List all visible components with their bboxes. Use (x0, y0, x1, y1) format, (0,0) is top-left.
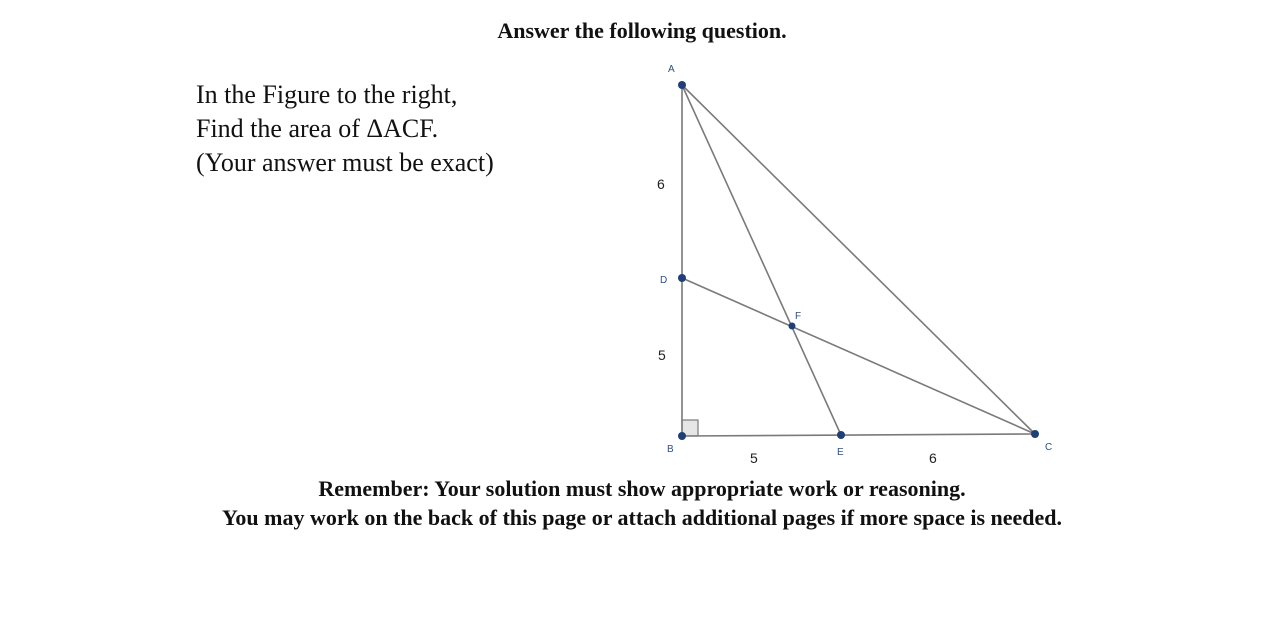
length-db: 5 (658, 347, 666, 363)
footer-reminder: Remember: Your solution must show appropriate work or reasoning. (318, 476, 966, 501)
segment-dc (682, 278, 1035, 434)
label-d: D (660, 275, 668, 286)
label-a: A (668, 64, 675, 75)
label-f: F (795, 311, 802, 322)
length-ec: 6 (929, 450, 937, 466)
point-c (1031, 430, 1039, 438)
point-f (789, 323, 796, 330)
length-be: 5 (750, 450, 758, 466)
point-a (678, 81, 686, 89)
label-b: B (667, 444, 674, 455)
question-line-3: (Your answer must be exact) (196, 148, 494, 177)
footer-instructions: You may work on the back of this page or attach additional pages if more space is needed. (221, 505, 1063, 530)
label-c: C (1045, 442, 1053, 453)
segment-ac (682, 85, 1035, 434)
question-line-1: In the Figure to the right, (196, 80, 458, 109)
point-e (837, 431, 845, 439)
question-line-2: Find the area of ΔACF. (196, 114, 439, 143)
point-d (678, 274, 686, 282)
label-e: E (837, 447, 844, 458)
segment-ae (682, 85, 841, 435)
point-b (678, 432, 686, 440)
page-heading: Answer the following question. (497, 18, 787, 43)
length-ad: 6 (657, 176, 665, 192)
segment-bc (682, 434, 1035, 436)
